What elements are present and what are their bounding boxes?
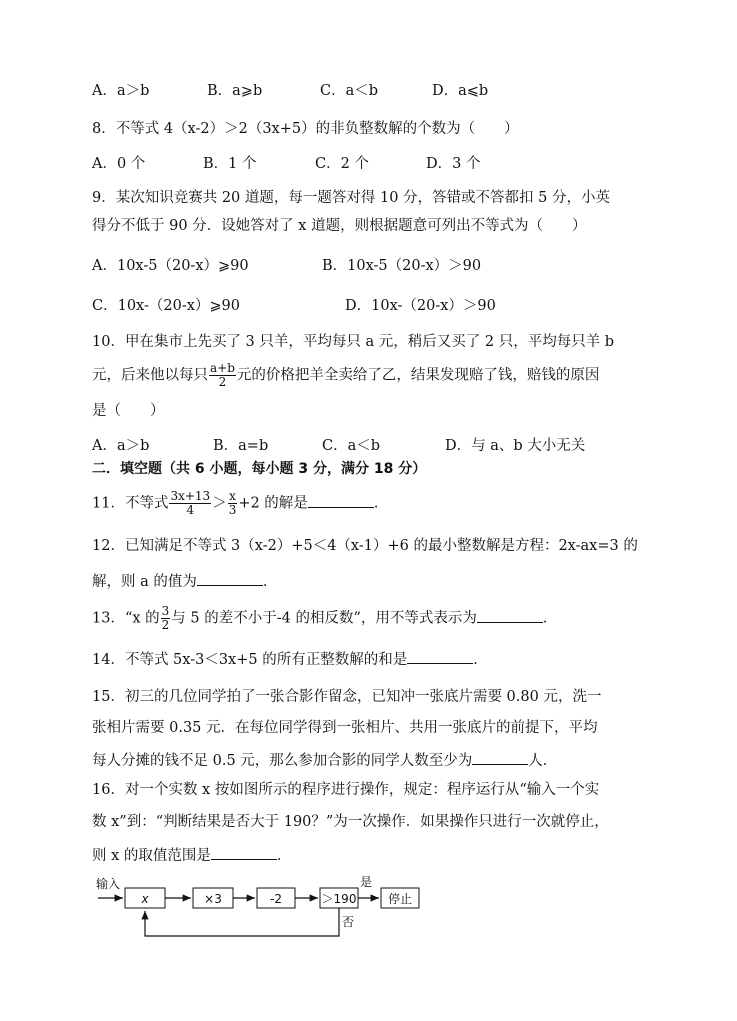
q7-option-a: A．a＞b [92, 83, 150, 99]
q15-line3 [92, 748, 557, 772]
q10-option-d: D．与 a、b 大小无关 [445, 438, 586, 454]
q11-answer-blank[interactable] [308, 491, 374, 508]
q8-option-d: D．3 个 [426, 156, 481, 172]
q12-line1: 12．已知满足不等式 3（x-2）+5＜4（x-1）+6 的最小整数解是方程：2x-ax=3 的 [92, 538, 638, 554]
q10-frac-den: 2 [218, 375, 227, 389]
yes-label: 是 [360, 875, 373, 889]
q16-line1: 16．对一个实数 x 按如图所示的程序进行操作，规定：程序运行从“输入一个实 [92, 782, 600, 798]
section-heading: 二．填空题（共 6 小题，每小题 3 分，满分 18 分） [92, 461, 427, 477]
q15-line3-pre: 每人分摊的钱不足 0.5 元，那么参加合影的同学人数至少为 [92, 753, 473, 769]
q12-answer-blank[interactable] [197, 569, 263, 586]
q11 [92, 490, 388, 517]
box-times-3-label: ×3 [204, 892, 222, 906]
no-label: 否 [342, 915, 355, 929]
q14-pre: 14．不等式 5x-3＜3x+5 的所有正整数解的和是 [92, 652, 408, 668]
q10-stem-line3: 是（ ） [92, 403, 165, 419]
q16-line3-pre: 则 x 的取值范围是 [92, 848, 211, 864]
q8-option-b: B．1 个 [203, 156, 257, 172]
q9-stem-line2: 得分不低于 90 分．设她答对了 x 道题，则根据题意可列出不等式为（ ） [92, 218, 587, 234]
q11-fraction-2 [228, 490, 238, 517]
q10-option-c: C．a＜b [322, 438, 381, 454]
q12-line2 [92, 569, 277, 593]
input-label: 输入 [96, 877, 121, 891]
q10-stem-line1: 10．甲在集市上先买了 3 只羊，平均每只 a 元，稍后又买了 2 只，平均每只羊 b [92, 334, 615, 350]
program-flowchart [90, 874, 430, 944]
q15-answer-blank[interactable] [472, 748, 528, 765]
q11-frac2-den: 3 [228, 503, 237, 517]
q10-frac-num: a+b [210, 361, 235, 375]
box-stop-label: 停止 [387, 892, 413, 906]
q14-answer-blank[interactable] [407, 647, 473, 664]
q9-option-a: A．10x-5（20-x）⩾90 [92, 258, 249, 274]
q13-answer-blank[interactable] [477, 606, 543, 623]
q13-pre: 13．“x 的 [92, 610, 160, 627]
q16-line2: 数 x”到：“判断结果是否大于 190？”为一次操作．如果操作只进行一次就停止， [92, 814, 609, 830]
q9-stem-line1: 9．某次知识竞赛共 20 道题，每一题答对得 10 分，答错或不答都扣 5 分，小英 [92, 190, 611, 206]
q11-frac1-num: 3x+13 [170, 489, 211, 503]
q7-option-b: B．a⩾b [207, 83, 263, 99]
q13-frac-den: 2 [161, 618, 170, 632]
q10-option-b: B．a=b [213, 438, 269, 454]
q8-option-a: A．0 个 [92, 156, 146, 172]
q8-stem: 8．不等式 4（x-2）＞2（3x+5）的非负整数解的个数为（ ） [92, 121, 519, 137]
q13-post: 与 5 的差不小于-4 的相反数”，用不等式表示为 [171, 610, 477, 627]
q11-fraction-1 [169, 490, 211, 517]
q12-line2-pre: 解，则 a 的值为 [92, 574, 197, 590]
q9-option-d: D．10x-（20-x）＞90 [345, 298, 496, 314]
box-x-label: x [141, 892, 149, 906]
q13-frac-num: 3 [161, 604, 170, 618]
q12-end: ． [262, 574, 278, 590]
q11-frac2-num: x [229, 489, 236, 503]
q13 [92, 605, 557, 632]
q14-end: ． [473, 652, 488, 668]
q9-option-c: C．10x-（20-x）⩾90 [92, 298, 240, 314]
q16-end: ． [276, 848, 292, 864]
q16-answer-blank[interactable] [211, 843, 277, 860]
q11-pre: 11．不等式 [92, 495, 169, 512]
q15-line2: 张相片需要 0.35 元．在每位同学得到一张相片、共用一张底片的前提下，平均 [92, 720, 598, 736]
box-compare-190-label: ＞190 [321, 892, 357, 906]
q14 [92, 647, 488, 671]
q7-option-d: D．a⩽b [432, 83, 489, 99]
box-minus-2-label: -2 [270, 892, 282, 906]
q10-line2-post: 元的价格把羊全卖给了乙，结果发现赔了钱，赔钱的原因 [236, 367, 600, 384]
q15-end: 人． [528, 753, 558, 769]
q10-option-a: A．a＞b [92, 438, 150, 454]
q11-end: ． [373, 495, 389, 512]
q10-fraction [209, 362, 236, 389]
q11-post: +2 的解是 [238, 495, 308, 512]
q7-option-c: C．a＜b [320, 83, 379, 99]
loop-back-arrow [145, 908, 339, 936]
q13-fraction [161, 605, 171, 632]
q10-stem-line2 [92, 362, 599, 389]
q11-mid: ＞ [212, 495, 227, 512]
q8-option-c: C．2 个 [315, 156, 369, 172]
q16-line3 [92, 843, 291, 867]
q10-line2-pre: 元，后来他以每只 [92, 367, 208, 384]
q11-frac1-den: 4 [186, 503, 195, 517]
q9-option-b: B．10x-5（20-x）＞90 [322, 258, 482, 274]
q13-end: ． [542, 610, 558, 627]
q15-line1: 15．初三的几位同学拍了一张合影作留念，已知冲一张底片需要 0.80 元，洗一 [92, 689, 602, 705]
